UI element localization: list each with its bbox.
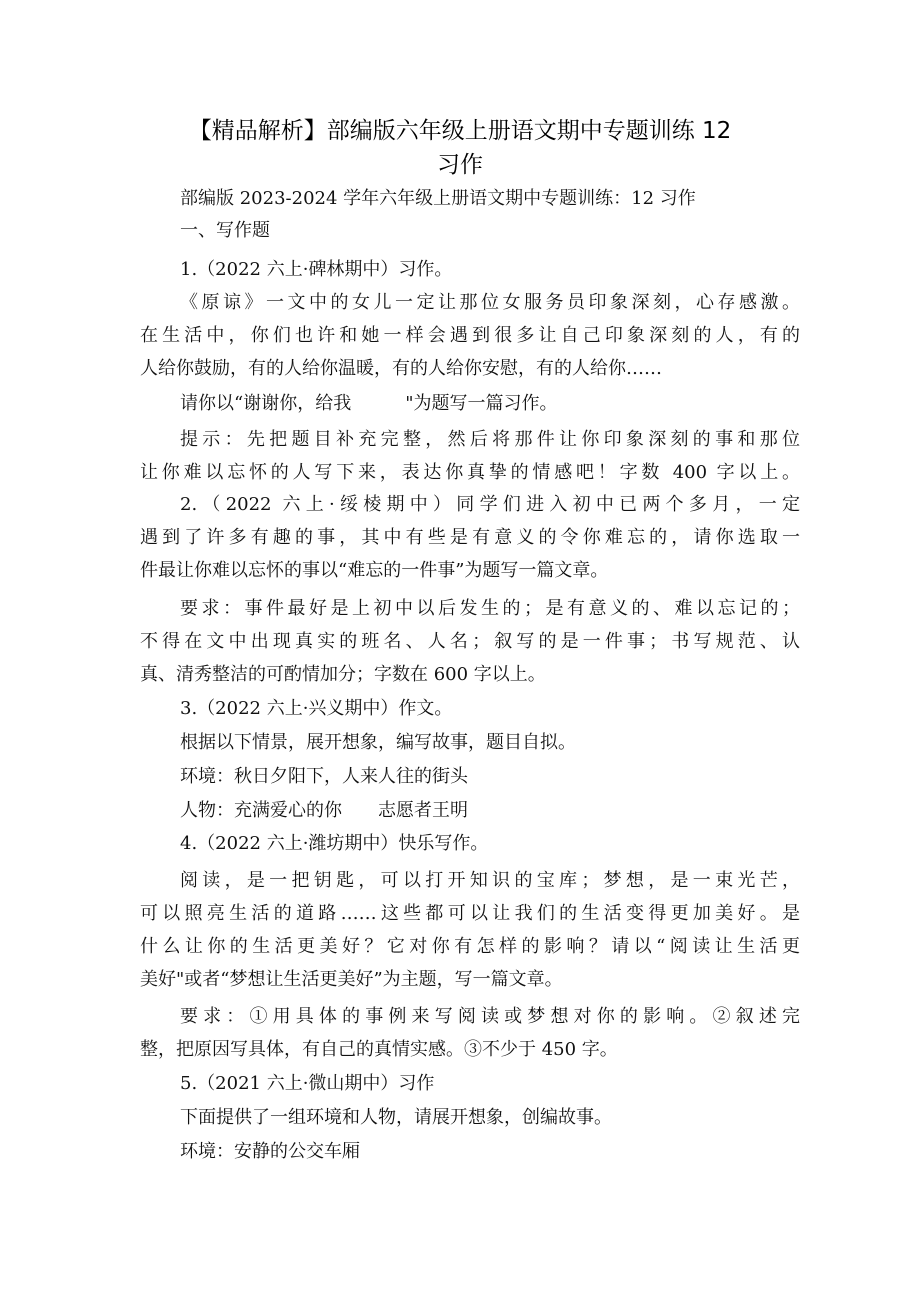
question-3-environment: 环境：秋日夕阳下，人来人往的街头 [180, 766, 468, 787]
question-1-paragraph-line: 《原谅》一文中的女儿一定让那位女服务员印象深刻，心存感激。 [180, 292, 800, 313]
question-4-paragraph-line: 美好"或者“梦想让生活更美好”为主题，写一篇文章。 [140, 969, 563, 990]
document-title-line-1: 【精品解析】部编版六年级上册语文期中专题训练 12 [188, 118, 732, 144]
question-5-heading: 5.（2021 六上·微山期中）习作 [180, 1073, 435, 1094]
question-5-instruction: 下面提供了一组环境和人物，请展开想象，创编故事。 [180, 1107, 612, 1128]
question-2-heading-line: 件最让你难以忘怀的事以“难忘的一件事”为题写一篇文章。 [140, 560, 609, 581]
question-1-paragraph-line: 人给你鼓励，有的人给你温暖，有的人给你安慰，有的人给你…… [140, 358, 662, 379]
question-1-hint-line: 让你难以忘怀的人写下来，表达你真挚的情感吧！字数 400 字以上。 [140, 462, 800, 483]
question-1-hint-line: 提示：先把题目补充完整，然后将那件让你印象深刻的事和那位 [180, 429, 800, 450]
question-4-heading: 4.（2022 六上·潍坊期中）快乐写作。 [180, 833, 489, 854]
question-4-paragraph-line: 阅读，是一把钥匙，可以打开知识的宝库；梦想，是一束光芒， [180, 870, 800, 891]
section-heading: 一、写作题 [180, 220, 270, 241]
question-2-heading-line: 遇到了许多有趣的事，其中有些是有意义的令你难忘的，请你选取一 [140, 527, 800, 548]
question-1-prompt: 请你以“谢谢你，给我 "为题写一篇习作。 [180, 393, 558, 414]
question-2-requirement-line: 要求：事件最好是上初中以后发生的；是有意义的、难以忘记的； [180, 598, 800, 619]
question-3-characters: 人物：充满爱心的你 志愿者王明 [180, 800, 468, 821]
question-1-heading: 1.（2022 六上·碑林期中）习作。 [180, 259, 453, 280]
question-4-requirement-line: 整，把原因写具体，有自己的真情实感。③不少于 450 字。 [140, 1039, 618, 1060]
question-3-instruction: 根据以下情景，展开想象，编写故事，题目自拟。 [180, 732, 576, 753]
question-2-heading-line: 2.（2022 六上·绥棱期中）同学们进入初中已两个多月，一定 [180, 494, 800, 515]
question-4-requirement-line: 要求：①用具体的事例来写阅读或梦想对你的影响。②叙述完 [180, 1006, 800, 1027]
question-4-paragraph-line: 可以照亮生活的道路……这些都可以让我们的生活变得更加美好。是 [140, 903, 800, 924]
question-2-requirement-line: 不得在文中出现真实的班名、人名；叙写的是一件事；书写规范、认 [140, 631, 800, 652]
question-2-requirement-line: 真、清秀整洁的可酌情加分；字数在 600 字以上。 [140, 664, 546, 685]
question-5-environment: 环境：安静的公交车厢 [180, 1141, 360, 1162]
question-3-heading: 3.（2022 六上·兴义期中）作文。 [180, 698, 453, 719]
document-title-line-2: 习作 [437, 152, 483, 178]
subtitle: 部编版 2023-2024 学年六年级上册语文期中专题训练：12 习作 [180, 188, 696, 209]
question-4-paragraph-line: 什么让你的生活更美好？它对你有怎样的影响？请以“阅读让生活更 [140, 936, 800, 957]
question-1-paragraph-line: 在生活中，你们也许和她一样会遇到很多让自己印象深刻的人，有的 [140, 325, 800, 346]
